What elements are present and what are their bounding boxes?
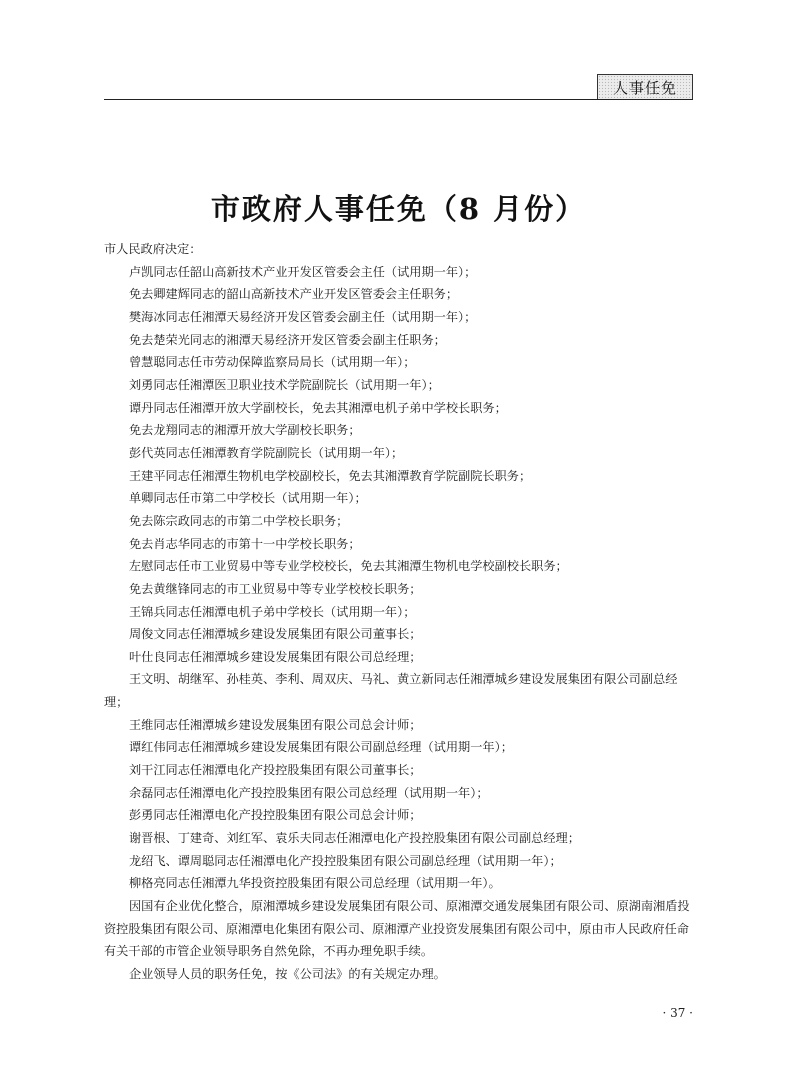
closing-paragraph: 因国有企业优化整合，原湘潭城乡建设发展集团有限公司、原湘潭交通发展集团有限公司、原湖南湘盾投资控股集团有限公司、原湘潭电化集团有限公司、原湘潭产业投资发展集团有限公司中，原由市人民政府任命有关干部的市管企业领导职务自然免除，不再办理免职手续。 bbox=[104, 899, 690, 959]
appointment-item: 彭代英同志任湘潭教育学院副院长（试用期一年）； bbox=[129, 445, 404, 460]
appointment-item: 余磊同志任湘潭电化产投控股集团有限公司总经理（试用期一年）； bbox=[129, 785, 489, 800]
appointment-item: 谢晋根、丁建奇、刘红军、袁乐夫同志任湘潭电化产投控股集团有限公司副总经理； bbox=[129, 831, 580, 846]
appointment-item: 柳格亮同志任湘潭九华投资控股集团有限公司总经理（试用期一年）。 bbox=[129, 876, 501, 891]
closing-paragraph: 企业领导人员的职务任免，按《公司法》的有关规定办理。 bbox=[129, 967, 446, 981]
appointment-item: 卢凯同志任韶山高新技术产业开发区管委会主任（试用期一年）； bbox=[129, 264, 477, 279]
appointment-item: 免去楚荣光同志的湘潭天易经济开发区管委会副主任职务； bbox=[129, 332, 446, 347]
appointment-item: 王建平同志任湘潭生物机电学校副校长，免去其湘潭教育学院副院长职务； bbox=[129, 468, 532, 483]
appointment-item: 谭红伟同志任湘潭城乡建设发展集团有限公司副总经理（试用期一年）； bbox=[129, 740, 513, 755]
appointment-item: 曾慧聪同志任市劳动保障监察局局长（试用期一年）； bbox=[129, 355, 416, 370]
appointment-item: 樊海冰同志任湘潭天易经济开发区管委会副主任（试用期一年）； bbox=[129, 309, 477, 324]
section-label-tab: 人事任免 bbox=[597, 74, 693, 99]
decision-intro: 市人民政府决定： bbox=[104, 242, 202, 256]
appointment-item: 叶仕良同志任湘潭城乡建设发展集团有限公司总经理； bbox=[129, 649, 422, 664]
article-body bbox=[104, 238, 693, 986]
appointment-item: 王维同志任湘潭城乡建设发展集团有限公司总会计师； bbox=[129, 717, 422, 732]
appointment-item: 免去陈宗政同志的市第二中学校长职务； bbox=[129, 513, 349, 528]
article-title: 市政府人事任免（8 月份） bbox=[210, 192, 587, 227]
appointment-item: 免去龙翔同志的湘潭开放大学副校长职务； bbox=[129, 423, 361, 438]
appointment-item: 王文明、胡继军、孙桂英、李利、周双庆、马礼、黄立新同志任湘潭城乡建设发展集团有限公司副总经理； bbox=[104, 672, 678, 710]
page-number: · 37 · bbox=[662, 1006, 693, 1020]
appointment-item: 周俊文同志任湘潭城乡建设发展集团有限公司董事长； bbox=[129, 627, 422, 642]
appointment-item: 龙绍飞、谭周聪同志任湘潭电化产投控股集团有限公司副总经理（试用期一年）； bbox=[129, 853, 562, 868]
appointment-item: 免去肖志华同志的市第十一中学校长职务； bbox=[129, 536, 361, 551]
appointment-item: 彭勇同志任湘潭电化产投控股集团有限公司总会计师； bbox=[129, 808, 422, 823]
appointment-item: 王锦兵同志任湘潭电机子弟中学校长（试用期一年）； bbox=[129, 604, 416, 619]
appointment-item: 刘干江同志任湘潭电化产投控股集团有限公司董事长； bbox=[129, 763, 422, 778]
appointment-item: 刘勇同志任湘潭医卫职业技术学院副院长（试用期一年）； bbox=[129, 377, 440, 392]
header-rule bbox=[104, 99, 693, 100]
appointment-item: 谭丹同志任湘潭开放大学副校长，免去其湘潭电机子弟中学校长职务； bbox=[129, 400, 507, 415]
appointment-item: 左慰同志任市工业贸易中等专业学校校长，免去其湘潭生物机电学校副校长职务； bbox=[129, 559, 568, 574]
appointment-item: 免去黄继锋同志的市工业贸易中等专业学校校长职务； bbox=[129, 581, 422, 596]
appointment-item: 单卿同志任市第二中学校长（试用期一年）； bbox=[129, 491, 367, 506]
appointment-item: 免去卿建辉同志的韶山高新技术产业开发区管委会主任职务； bbox=[129, 287, 459, 302]
